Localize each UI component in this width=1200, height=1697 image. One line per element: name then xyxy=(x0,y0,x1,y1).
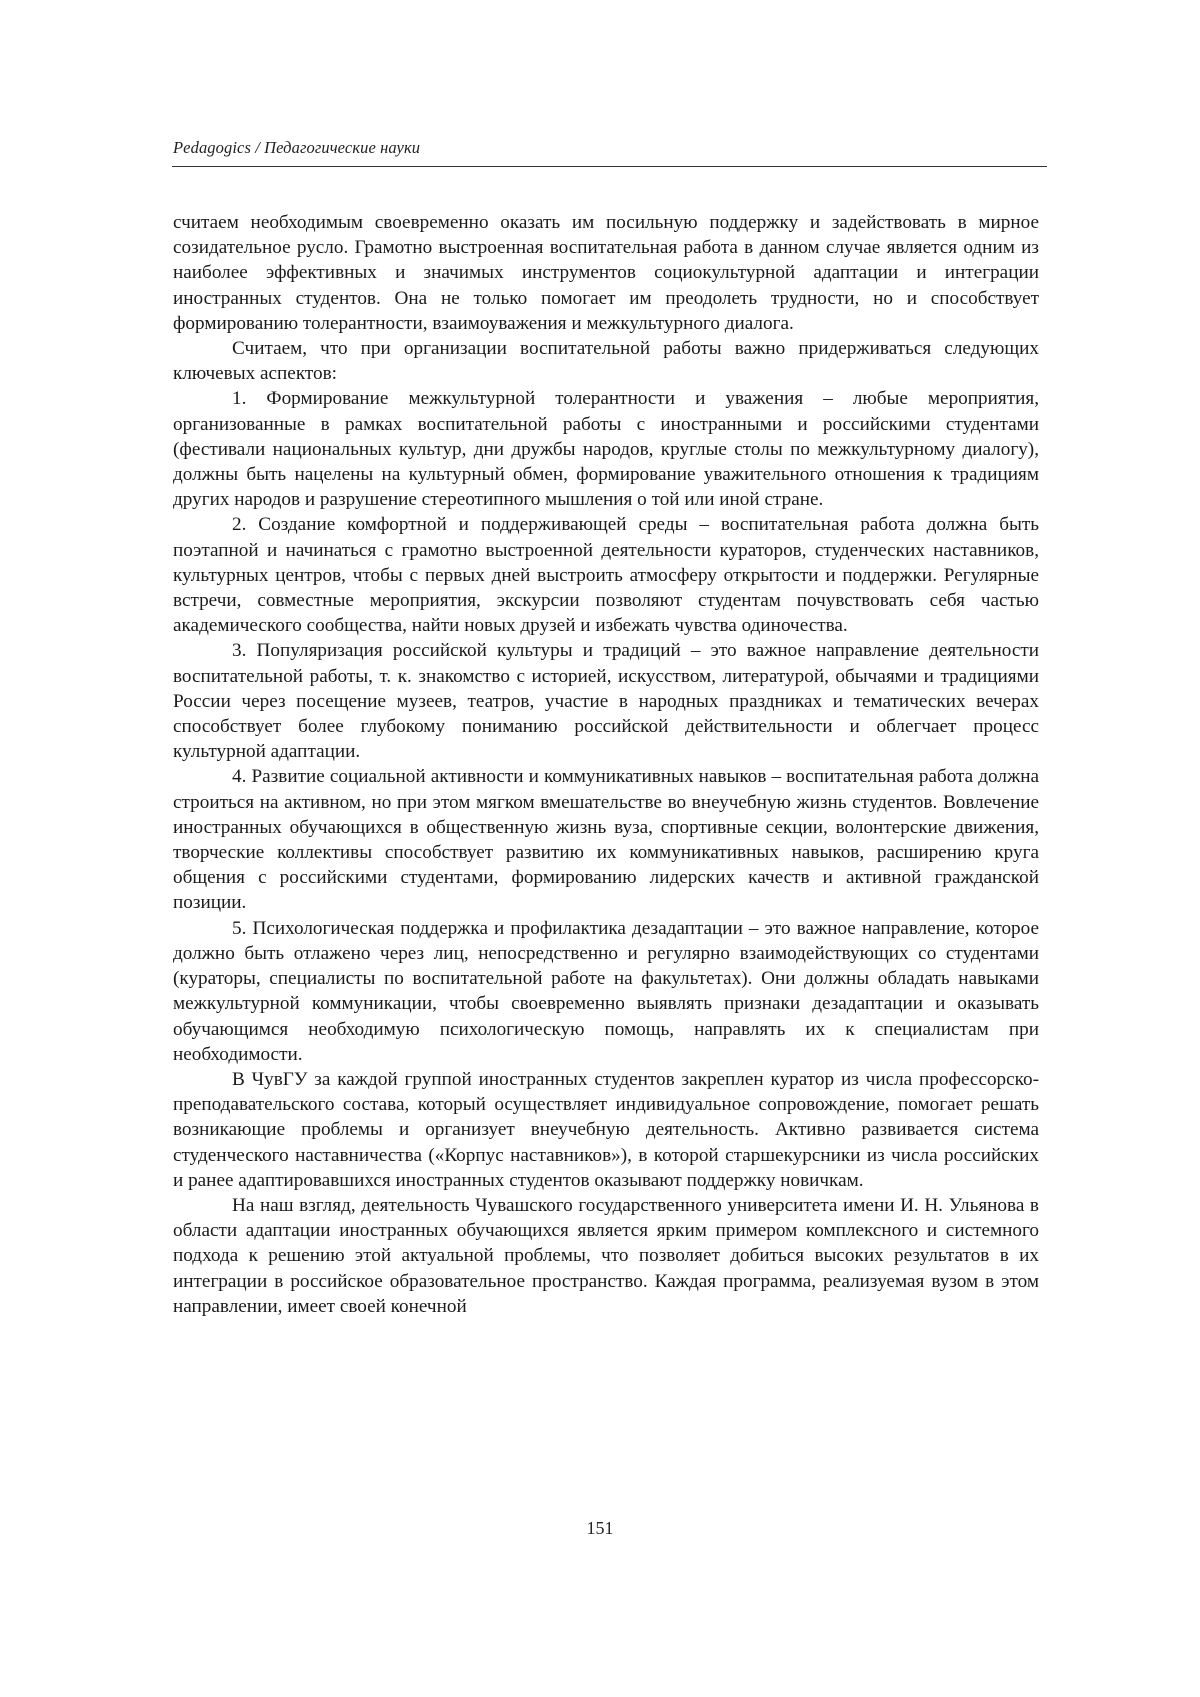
paragraph: считаем необходимым своевременно оказать им посильную поддержку и задействовать в мирное созидательное русло. Грамотно выстроенная воспитательная работа в данном случае является одним из наиболее эффективных и значимых инструментов социокультурной адаптации и интеграции иностранных студентов. Она не только помогает им преодолеть трудности, но и способствует формированию толерантности, взаимоуважения и межкультурного диалога. xyxy=(173,212,1039,334)
header-divider xyxy=(172,166,1047,167)
paragraph: На наш взгляд, деятельность Чувашского государственного университета имени И. Н. Ульянова в области адаптации иностранных обучающихся является ярким примером комплексного и системного подхода к решению этой актуальной проблемы, что позволяет добиться высоких результатов в их интеграции в российское образовательное пространство. Каждая программа, реализуемая вузом в этом направлении, имеет своей конечной xyxy=(173,1194,1039,1317)
list-item-paragraph: 2. Создание комфортной и поддерживающей среды – воспитательная работа должна быть поэтапной и начинаться с грамотно выстроенной деятельности кураторов, студенческих наставников, культурных центров, чтобы с первых дней выстроить атмосферу открытости и поддержки. Регулярные встречи, совместные мероприятия, экскурсии позволяют студентам почувствовать себя частью академического сообщества, найти новых друзей и избежать чувства одиночества. xyxy=(173,514,1039,637)
list-item-paragraph: 4. Развитие социальной активности и коммуникативных навыков – воспитательная работа должна строиться на активном, но при этом мягком вмешательстве во внеучебную жизнь студентов. Вовлечение иностранных обучающихся в общественную жизнь вуза, спортивные секции, волонтерские движения, творческие коллективы способствует развитию их коммуникативных навыков, расширению круга общения с российскими студентами, формированию лидерских качеств и активной гражданской позиции. xyxy=(173,766,1039,914)
paragraph: Считаем, что при организации воспитательной работы важно придерживаться следующих ключевых аспектов: xyxy=(173,338,1039,385)
article-body xyxy=(173,210,1039,1319)
paragraph: В ЧувГУ за каждой группой иностранных студентов закреплен куратор из числа профессорско-преподавательского состава, который осуществляет индивидуальное сопровождение, помогает решать возникающие проблемы и организует внеучебную деятельность. Активно развивается система студенческого наставничества («Корпус наставников»), в которой старшекурсники из числа российских и ранее адаптировавшихся иностранных студентов оказывают поддержку новичкам. xyxy=(173,1068,1039,1191)
running-header: Pedagogics / Педагогические науки xyxy=(173,138,421,157)
page-number: 151 xyxy=(586,1518,614,1538)
list-item-paragraph: 3. Популяризация российской культуры и традиций – это важное направление деятельности воспитательной работы, т. к. знакомство с историей, искусством, литературой, обычаями и традициями России через посещение музеев, театров, участие в народных праздниках и тематических вечерах способствует более глубокому пониманию российской действительности и облегчает процесс культурной адаптации. xyxy=(173,640,1039,763)
list-item-paragraph: 1. Формирование межкультурной толерантности и уважения – любые мероприятия, организованные в рамках воспитательной работы с иностранными и российскими студентами (фестивали национальных культур, дни дружбы народов, круглые столы по межкультурному диалогу), должны быть нацелены на культурный обмен, формирование уважительного отношения к традициям других народов и разрушение стереотипного мышления о той или иной стране. xyxy=(173,388,1039,511)
list-item-paragraph: 5. Психологическая поддержка и профилактика дезадаптации – это важное направление, которое должно быть отлажено через лиц, непосредственно и регулярно взаимодействующих со студентами (кураторы, специалисты по воспитательной работе на факультетах). Они должны обладать навыками межкультурной коммуникации, чтобы своевременно выявлять признаки дезадаптации и оказывать обучающимся необходимую психологическую помощь, направлять их к специалистам при необходимости. xyxy=(173,917,1039,1065)
